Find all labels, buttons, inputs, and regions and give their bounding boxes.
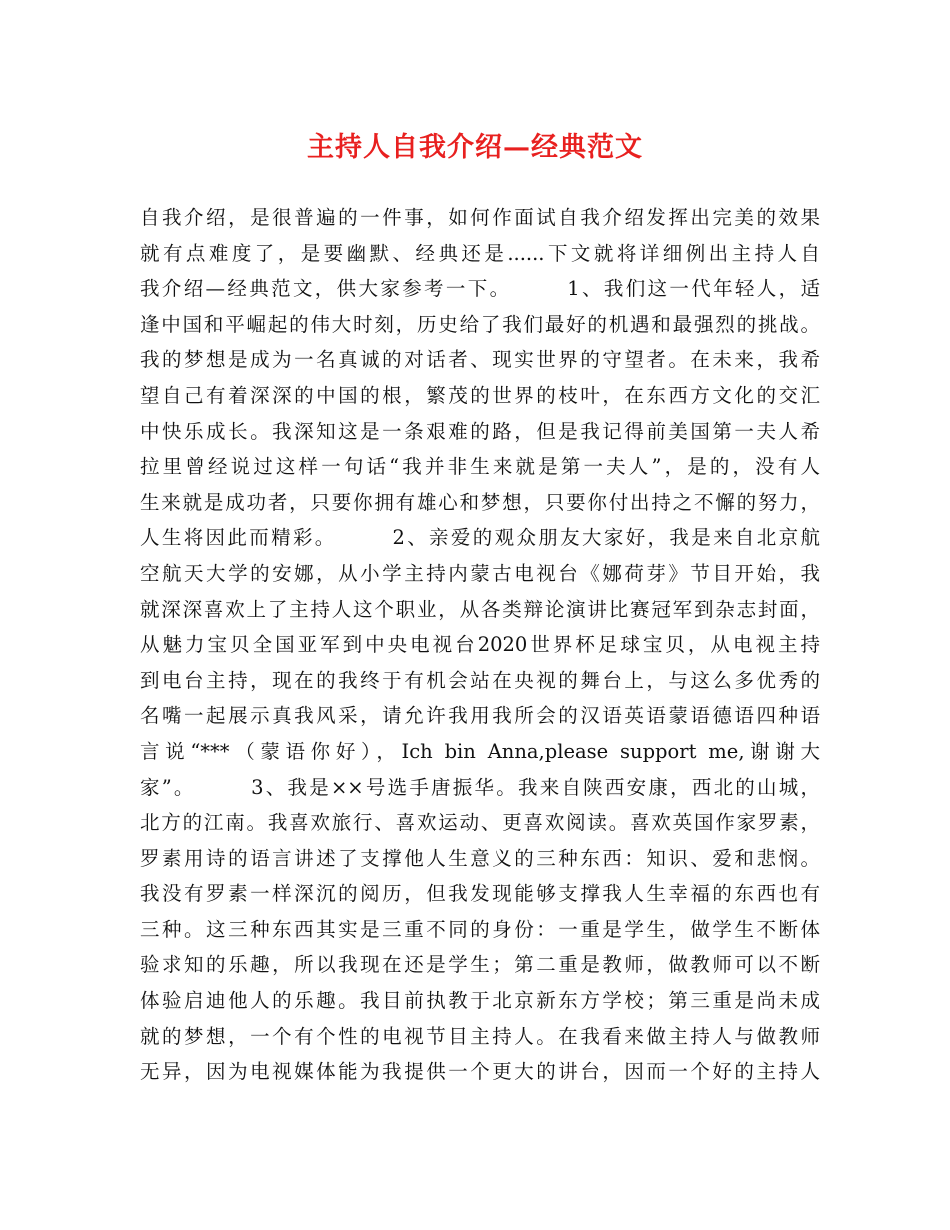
text-line: 我的梦想是成为一名真诚的对话者、现实世界的守望者。在未来，我希 <box>140 348 820 372</box>
text-line: 家”。 3、我是××号选手唐振华。我来自陕西安康，西北的山城， <box>140 775 820 799</box>
text-line: 中快乐成长。我深知这是一条艰难的路，但是我记得前美国第一夫人希 <box>140 419 820 443</box>
document-body <box>140 200 820 1090</box>
text-line: 体验启迪他人的乐趣。我目前执教于北京新东方学校；第三重是尚未成 <box>140 989 820 1013</box>
text-line: 生来就是成功者，只要你拥有雄心和梦想，只要你付出持之不懈的努力， <box>140 490 820 514</box>
text-line: 空航天大学的安娜，从小学主持内蒙古电视台《娜荷芽》节目开始，我 <box>140 561 820 585</box>
text-line: 人生将因此而精彩。 2、亲爱的观众朋友大家好，我是来自北京航 <box>140 526 820 550</box>
text-line: 无异，因为电视媒体能为我提供一个更大的讲台，因而一个好的主持人 <box>140 1060 820 1084</box>
text-line: 北方的江南。我喜欢旅行、喜欢运动、更喜欢阅读。喜欢英国作家罗素， <box>140 811 820 835</box>
text-line: 我没有罗素一样深沉的阅历，但我发现能够支撑我人生幸福的东西也有 <box>140 882 820 906</box>
text-line: 从魅力宝贝全国亚军到中央电视台2020世界杯足球宝贝，从电视主持 <box>140 633 820 657</box>
text-line: 我介绍—经典范文，供大家参考一下。 1、我们这一代年轻人，适 <box>140 277 820 301</box>
text-line: 逢中国和平崛起的伟大时刻，历史给了我们最好的机遇和最强烈的挑战。 <box>140 312 820 336</box>
text-line: 就深深喜欢上了主持人这个职业，从各类辩论演讲比赛冠军到杂志封面， <box>140 597 820 621</box>
text-line: 望自己有着深深的中国的根，繁茂的世界的枝叶，在东西方文化的交汇 <box>140 383 820 407</box>
document-title: 主持人自我介绍—经典范文 <box>307 132 643 163</box>
text-line: 就的梦想，一个有个性的电视节目主持人。在我看来做主持人与做教师 <box>140 1024 820 1048</box>
text-line: 三种。这三种东西其实是三重不同的身份：一重是学生，做学生不断体 <box>140 917 820 941</box>
text-line: 拉里曾经说过这样一句话“我并非生来就是第一夫人”，是的，没有人 <box>140 455 820 479</box>
text-line: 就有点难度了，是要幽默、经典还是......下文就将详细例出主持人自 <box>140 241 820 265</box>
text-line: 名嘴一起展示真我风采，请允许我用我所会的汉语英语蒙语德语四种语 <box>140 704 820 728</box>
text-line: 言说“***（蒙语你好），Ich bin Anna,please support me,谢谢大 <box>140 739 820 763</box>
text-line: 验求知的乐趣，所以我现在还是学生；第二重是教师，做教师可以不断 <box>140 953 820 977</box>
text-line: 罗素用诗的语言讲述了支撑他人生意义的三种东西：知识、爱和悲悯。 <box>140 846 820 870</box>
text-line: 自我介绍，是很普遍的一件事，如何作面试自我介绍发挥出完美的效果 <box>140 206 820 229</box>
text-line: 到电台主持，现在的我终于有机会站在央视的舞台上，与这么多优秀的 <box>140 668 820 692</box>
